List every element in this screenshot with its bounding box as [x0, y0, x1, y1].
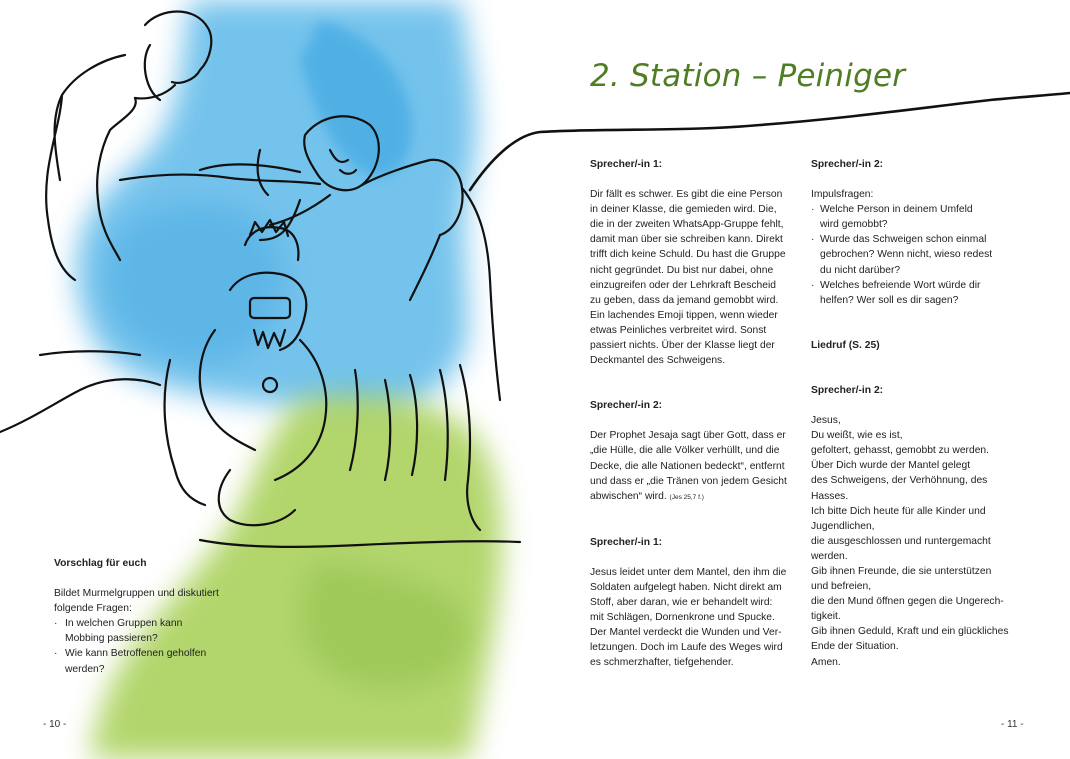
paragraph	[590, 428, 798, 504]
page-number-left: - 10 -	[43, 719, 67, 730]
paragraph-text: Der Prophet Jesaja sagt über Gott, dass er „die Hülle, die alle Völker verhüllt, und die Decke, die alle Nationen bedeckt“, entfernt und dass er „die Tränen von jedem Gesicht abwischen“ wird.	[590, 430, 787, 502]
suggestion-questions	[54, 616, 264, 676]
blue-watercolor-wash	[76, 0, 476, 413]
suggestion-heading: Vorschlag für euch	[54, 558, 147, 569]
impulse-label: Impulsfragen:	[811, 189, 874, 201]
page-title: 2. Station – Peiniger	[590, 58, 906, 94]
prayer-text: Jesus, Du weißt, wie es ist, gefoltert, gehasst, gemobbt zu werden. Über Dich wurde der Mantel gelegt des Schweigens, der Verhöhnung, des Hasses. Ich bitte Dich heute für alle Kinder und Jugendlichen, die ausgeschlossen und runtergemacht werden. Gib ihnen Freunde, die sie unterstützen und befreien, die den Mund öffnen gegen die Ungerech- tigkeit. Gib ihnen Geduld, Kraft und ein glückliches Ende der Situation. Amen.	[811, 415, 1009, 668]
suggestion-question: · Wie kann Betroffenen geholfen werden?	[54, 646, 264, 676]
speaker-label: Sprecher/-in 2:	[590, 400, 663, 412]
song-reference: Liedruf (S. 25)	[811, 339, 880, 351]
paragraph: Dir fällt es schwer. Es gibt die eine Person in deiner Klasse, die gemieden wird. Die, die in der zweiten WhatsApp-Gruppe fehlt, damit man über sie schreiben kann. Direkt trifft dich keine Schuld. Du hast die Gruppe nicht gegründet. Du bist nur dabei, ohne einzugreifen oder der Lehrkraft Bescheid zu geben, dass da jemand gemobbt wird. Ein lachendes Emoji tippen, wenn wieder etwas Peinliches verbreitet wird. Sonst passiert nichts. Über der Klasse liegt der Deckmantel des Schweigens.	[590, 189, 786, 367]
page-number-right: - 11 -	[1001, 719, 1024, 730]
impulse-question: · Wurde das Schweigen schon einmal gebrochen? Wenn nicht, wieso redest du nicht darüber?	[811, 232, 1031, 277]
impulse-question: · Welche Person in deinem Umfeld wird gemobbt?	[811, 202, 1031, 232]
impulse-question: · Welches befreiende Wort würde dir helfen? Wer soll es dir sagen?	[811, 278, 1031, 308]
suggestion-intro: Bildet Murmelgruppen und diskutiert folgende Fragen:	[54, 588, 219, 615]
speaker-label: Sprecher/-in 1:	[590, 536, 663, 548]
paragraph: Jesus leidet unter dem Mantel, den ihm die Soldaten aufgelegt haben. Nicht direkt am Stoff, aber daran, wie er behandelt wird: mit Schlägen, Dornenkrone und Spucke. Der Mantel verdeckt die Wunden und Ver- letzungen. Doch im Laufe des Weges wird es schmerzhafter, tiefgehender.	[590, 566, 787, 669]
speaker-label: Sprecher/-in 2:	[811, 159, 884, 170]
impulse-questions	[811, 202, 1031, 308]
speaker-label: Sprecher/-in 2:	[811, 384, 884, 396]
speaker-label: Sprecher/-in 1:	[590, 159, 663, 170]
text-column-1	[590, 157, 798, 671]
bible-reference: (Jes 25,7 f.)	[669, 493, 704, 501]
suggestion-question: · In welchen Gruppen kann Mobbing passieren?	[54, 616, 264, 646]
text-column-2	[811, 157, 1031, 670]
suggestion-box	[54, 556, 264, 677]
